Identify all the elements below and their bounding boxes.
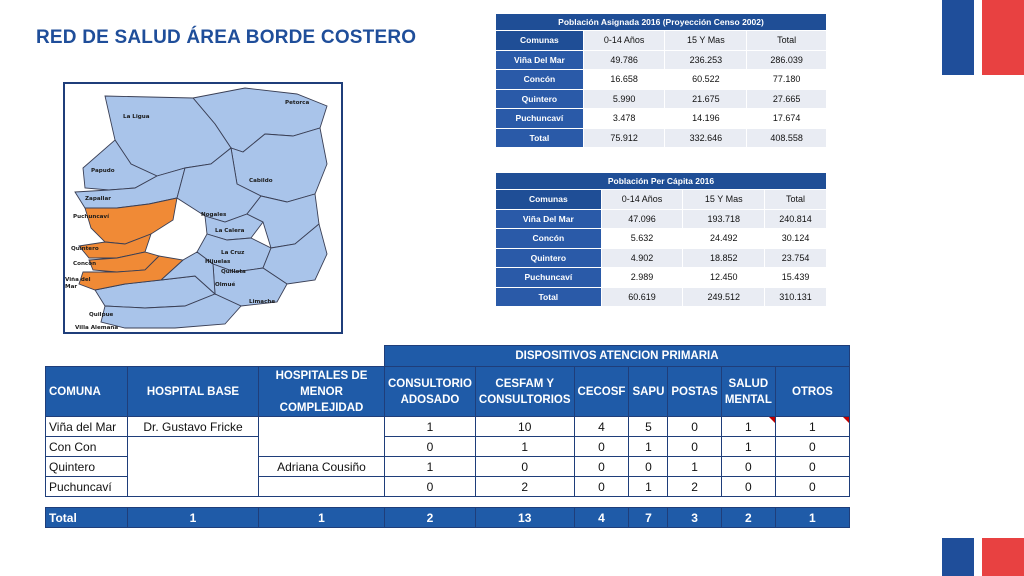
map-label-mar: Mar	[65, 284, 78, 290]
table-caption: Población Per Cápita 2016	[496, 173, 827, 190]
col-header-otros: OTROS	[775, 367, 849, 417]
col-header-hospital-base: HOSPITAL BASE	[128, 367, 259, 417]
table-row: Viña Del Mar 47.096 193.718 240.814	[496, 209, 827, 229]
table-poblacion-asignada	[495, 13, 827, 148]
col-header-consultorio-adosado: CONSULTORIO ADOSADO	[385, 367, 476, 417]
map-label-nogales: Nogales	[201, 212, 227, 218]
table-row-total: Total 75.912 332.646 408.558	[496, 128, 827, 148]
map-label-puchuncavi: Puchuncaví	[73, 214, 109, 220]
table-poblacion-per-capita	[495, 172, 827, 307]
map-label-la-ligua: La Ligua	[123, 114, 150, 120]
table-row-total: Total 1 1 2 13 4 7 3 2 1	[46, 508, 850, 528]
col-header-sapu: SAPU	[629, 367, 668, 417]
table-row: Puchuncaví 0 2 0 1 2 0 0	[46, 477, 850, 497]
map-label-papudo: Papudo	[91, 168, 115, 174]
col-header-comunas: Comunas	[496, 190, 602, 210]
table-row: Quintero Adriana Cousiño 1 0 0 0 1 0 0	[46, 457, 850, 477]
table-row-total: Total 60.619 249.512 310.131	[496, 287, 827, 307]
table-row: Quintero 4.902 18.852 23.754	[496, 248, 827, 268]
region-map	[63, 82, 343, 334]
table-dispositivos	[45, 345, 850, 528]
col-header-15-mas: 15 Y Mas	[683, 190, 765, 210]
map-label-la-cruz: La Cruz	[221, 250, 245, 256]
map-label-quilpue: Quilpue	[89, 312, 114, 318]
table-caption: Población Asignada 2016 (Proyección Censo 2002)	[496, 14, 827, 31]
col-header-0-14: 0-14 Años	[601, 190, 683, 210]
cell-comment-marker: 1	[775, 417, 849, 437]
col-header-total: Total	[765, 190, 827, 210]
brand-stripe-bottom	[942, 538, 1024, 576]
group-header-dispositivos: DISPOSITIVOS ATENCION PRIMARIA	[385, 346, 850, 367]
table-row: Viña Del Mar 49.786 236.253 286.039	[496, 50, 827, 70]
col-header-cesfam: CESFAM Y CONSULTORIOS	[475, 367, 574, 417]
table-row: Puchuncaví 3.478 14.196 17.674	[496, 109, 827, 129]
map-label-zapallar: Zapallar	[85, 196, 111, 202]
table-row: Concón 5.632 24.492 30.124	[496, 229, 827, 249]
map-label-la-calera: La Calera	[215, 228, 245, 234]
map-label-villa-alemana: Villa Alemana	[75, 325, 119, 331]
col-header-comunas: Comunas	[496, 31, 584, 51]
map-label-quillota: Quillota	[221, 269, 246, 275]
map-label-cabildo: Cabildo	[249, 178, 273, 184]
col-header-hospitales-menor: HOSPITALES DE MENOR COMPLEJIDAD	[259, 367, 385, 417]
table-row: Concón 16.658 60.522 77.180	[496, 70, 827, 90]
map-label-concon: Concón	[73, 261, 97, 267]
map-label-vina-del: Viña del	[65, 277, 91, 283]
region-map-graphic	[65, 84, 341, 332]
table-row: Viña del Mar Dr. Gustavo Fricke 1 10 4 5 0 1 1	[46, 417, 850, 437]
map-label-quintero: Quintero	[71, 246, 99, 252]
col-header-postas: POSTAS	[668, 367, 721, 417]
map-label-petorca: Petorca	[285, 100, 310, 106]
cell-comment-marker: 1	[721, 417, 775, 437]
brand-stripe-top	[942, 0, 1024, 75]
table-row: Con Con 0 1 0 1 0 1 0	[46, 437, 850, 457]
col-header-total: Total	[747, 31, 827, 51]
page-title: RED DE SALUD ÁREA BORDE COSTERO	[36, 27, 417, 48]
map-label-limache: Limache	[249, 299, 276, 305]
table-row: Quintero 5.990 21.675 27.665	[496, 89, 827, 109]
col-header-cecosf: CECOSF	[574, 367, 629, 417]
map-label-hijuelas: Hijuelas	[205, 259, 231, 265]
table-row: Puchuncaví 2.989 12.450 15.439	[496, 268, 827, 288]
col-header-0-14: 0-14 Años	[583, 31, 665, 51]
col-header-15-mas: 15 Y Mas	[665, 31, 747, 51]
col-header-comuna: COMUNA	[46, 367, 128, 417]
map-label-olmue: Olmué	[215, 282, 236, 288]
col-header-salud-mental: SALUD MENTAL	[721, 367, 775, 417]
